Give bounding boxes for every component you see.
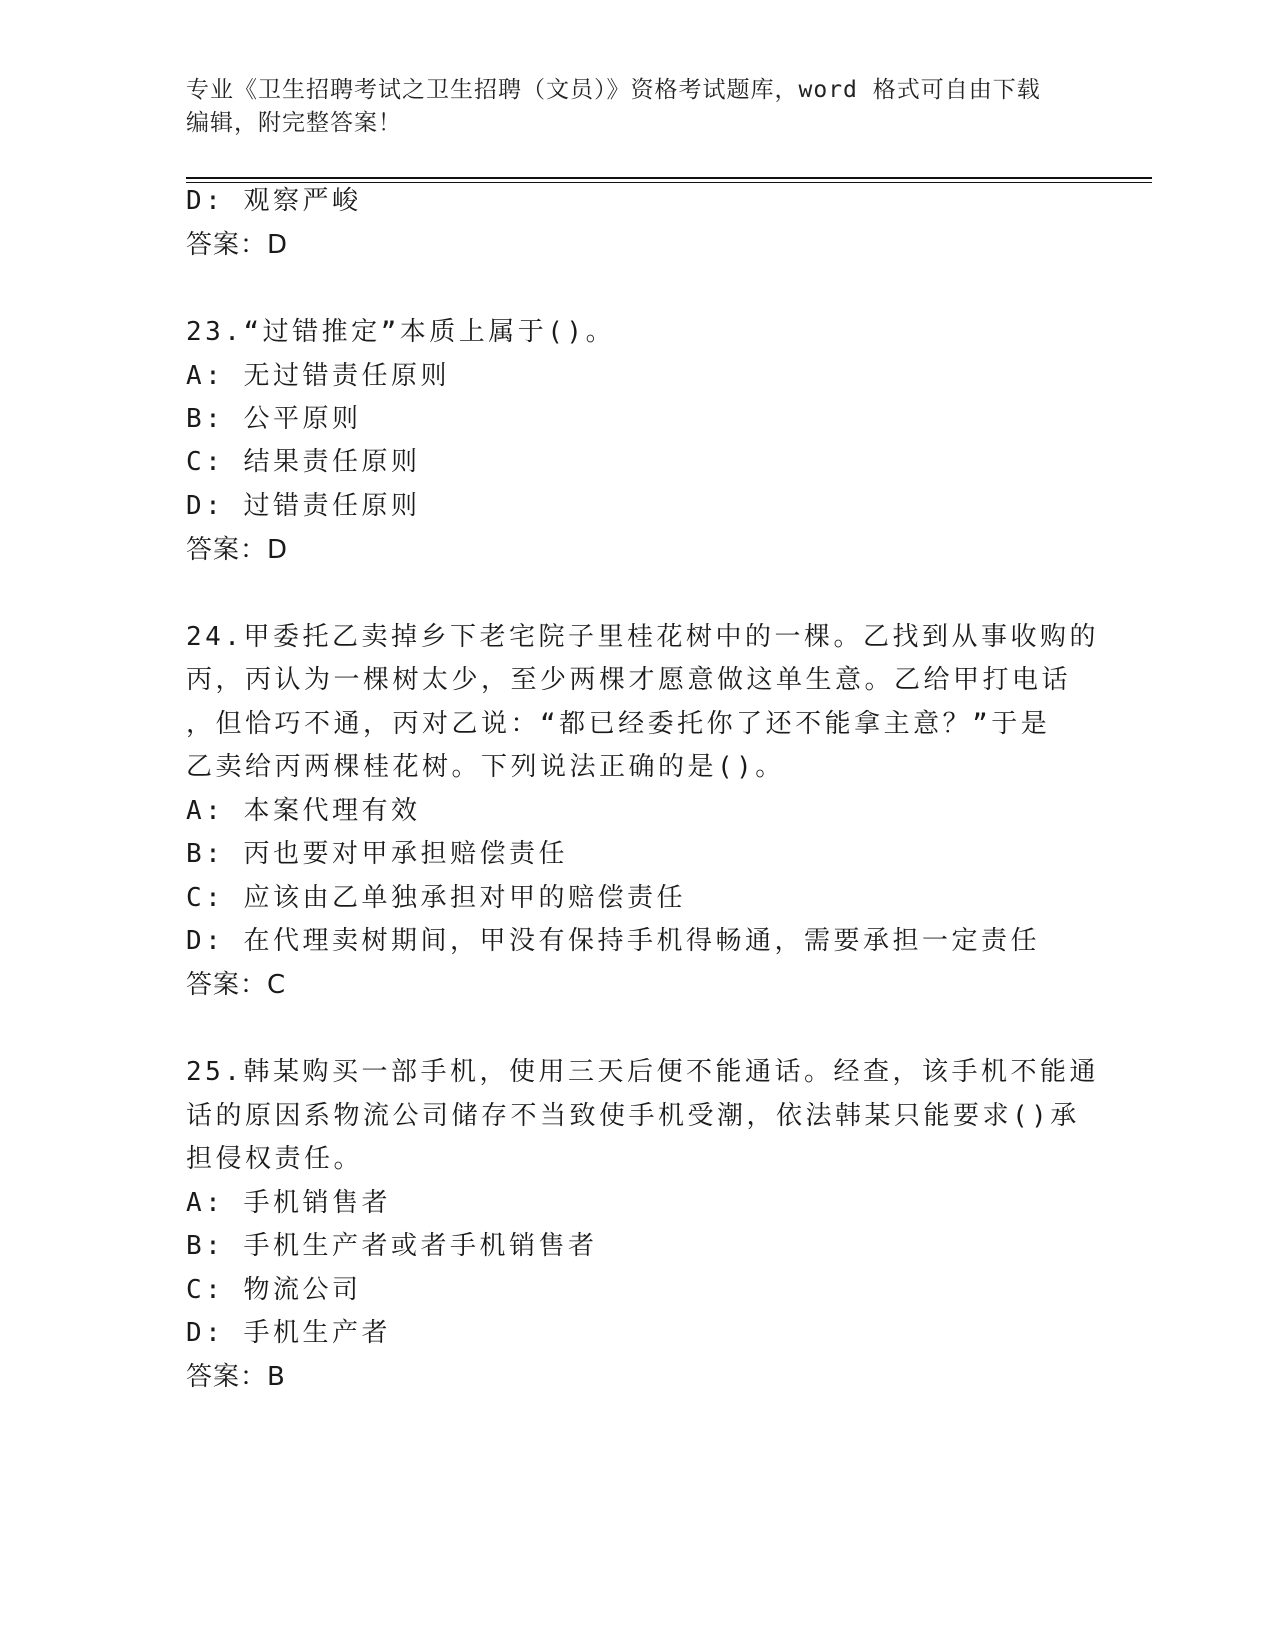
option-d: D: 过错责任原则 — [186, 491, 421, 521]
page-header — [186, 74, 1086, 140]
option-a: A: 本案代理有效 — [186, 796, 421, 826]
question-stem-line-1: 25.韩某购买一部手机，使用三天后便不能通话。经查，该手机不能通 — [186, 1057, 1099, 1087]
header-line-2: 编辑，附完整答案！ — [186, 110, 402, 136]
question-stem-line-2: 丙，丙认为一棵树太少，至少两棵才愿意做这单生意。乙给甲打电话 — [186, 665, 1072, 695]
option-b: B: 丙也要对甲承担赔偿责任 — [186, 839, 568, 869]
option-b: B: 手机生产者或者手机销售者 — [186, 1231, 598, 1261]
answer: 答案：B — [186, 1362, 286, 1392]
header-line-1: 专业《卫生招聘考试之卫生招聘（文员）》资格考试题库，word 格式可自由下载 — [186, 77, 1041, 103]
option-a: A: 无过错责任原则 — [186, 361, 450, 391]
header-divider-thick — [186, 177, 1152, 179]
question-stem-line-3: 担侵权责任。 — [186, 1144, 364, 1174]
question-stem-line-3: ，但恰巧不通，丙对乙说：“都已经委托你了还不能拿主意？”于是 — [186, 709, 1051, 739]
option-c: C: 结果责任原则 — [186, 447, 421, 477]
option-d: D: 手机生产者 — [186, 1318, 391, 1348]
prev-answer: 答案：D — [186, 230, 289, 260]
option-b: B: 公平原则 — [186, 404, 362, 434]
option-c: C: 物流公司 — [186, 1275, 362, 1305]
question-stem-line-4: 乙卖给丙两棵桂花树。下列说法正确的是()。 — [186, 752, 785, 782]
answer: 答案：D — [186, 535, 289, 565]
option-a: A: 手机销售者 — [186, 1188, 391, 1218]
prev-option-d: D: 观察严峻 — [186, 186, 362, 216]
question-stem-line-2: 话的原因系物流公司储存不当致使手机受潮，依法韩某只能要求()承 — [186, 1101, 1080, 1131]
question-stem-line-1: 24.甲委托乙卖掉乡下老宅院子里桂花树中的一棵。乙找到从事收购的 — [186, 622, 1099, 652]
answer: 答案：C — [186, 970, 287, 1000]
question-stem: 23.“过错推定”本质上属于()。 — [186, 317, 616, 347]
header-divider-thin — [186, 182, 1152, 183]
option-d: D: 在代理卖树期间，甲没有保持手机得畅通，需要承担一定责任 — [186, 926, 1040, 956]
option-c: C: 应该由乙单独承担对甲的赔偿责任 — [186, 883, 686, 913]
